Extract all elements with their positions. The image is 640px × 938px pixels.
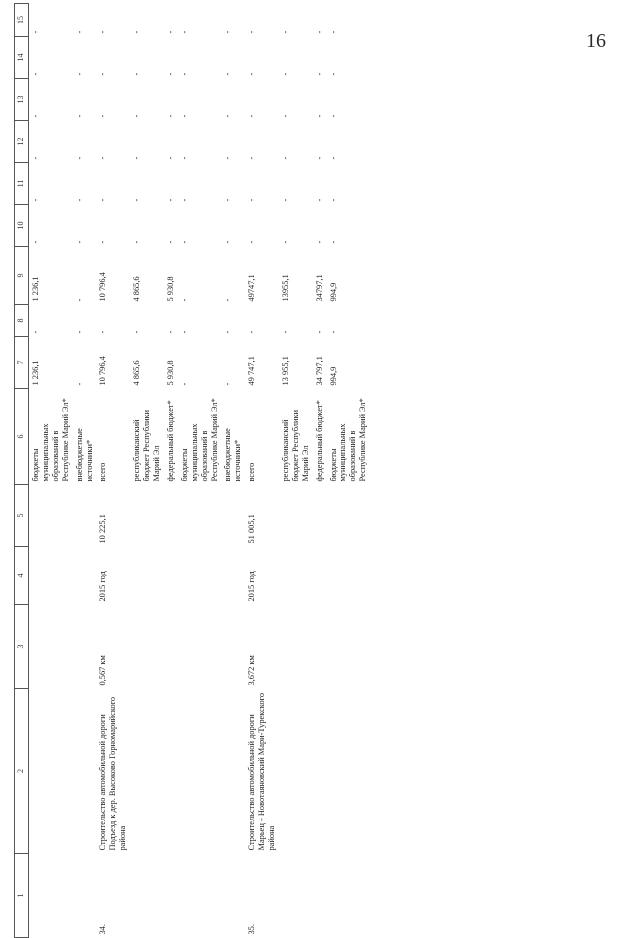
- total-cost-cell: [279, 485, 313, 547]
- row-number-cell: [313, 854, 327, 938]
- column-header: 7: [15, 337, 29, 389]
- value-cell: -: [132, 240, 142, 244]
- value-cell: -: [328, 114, 338, 118]
- funding-source-cell: федеральный бюджет*: [165, 400, 175, 482]
- value-cell: -: [280, 240, 290, 244]
- column-header: 10: [15, 205, 29, 247]
- value-cell: -: [280, 72, 290, 76]
- table-row: [245, 4, 279, 938]
- column-header: 14: [15, 37, 29, 79]
- table-row: [29, 4, 73, 938]
- length-cell: [221, 605, 245, 689]
- value-cell: -: [74, 382, 84, 386]
- value-cell: 10 796,4: [98, 356, 108, 386]
- length-cell: [73, 605, 97, 689]
- column-header: 9: [15, 247, 29, 305]
- value-cell: -: [247, 114, 257, 118]
- value-cell: -: [165, 114, 175, 118]
- year-cell: [221, 547, 245, 605]
- row-number-cell: [164, 854, 178, 938]
- row-number-cell: [221, 854, 245, 938]
- table-row: [130, 4, 164, 938]
- table-row: [96, 4, 130, 938]
- value-cell: -: [132, 30, 142, 34]
- value-cell: 34 797,1: [314, 356, 324, 386]
- funding-source-cell: всего: [98, 462, 108, 482]
- value-cell: -: [223, 156, 233, 160]
- value-cell: -: [74, 72, 84, 76]
- funding-source-cell: внебюджетные источники*: [223, 428, 243, 482]
- length-cell: [130, 605, 164, 689]
- value-cell: -: [179, 30, 189, 34]
- page-number: 16: [586, 29, 606, 52]
- value-cell: -: [179, 198, 189, 202]
- total-cost-cell: 51 005,1: [247, 514, 257, 544]
- value-cell: -: [328, 72, 338, 76]
- value-cell: -: [179, 240, 189, 244]
- column-header: 4: [15, 547, 29, 605]
- column-header: 15: [15, 4, 29, 37]
- row-number-cell: [29, 854, 73, 938]
- column-header: 5: [15, 485, 29, 547]
- value-cell: -: [328, 198, 338, 202]
- table-row: [327, 4, 371, 938]
- column-header: 2: [15, 689, 29, 854]
- value-cell: -: [74, 240, 84, 244]
- value-cell: -: [223, 72, 233, 76]
- total-cost-cell: [29, 485, 73, 547]
- value-cell: 994,9: [328, 366, 338, 386]
- value-cell: -: [31, 198, 40, 202]
- year-cell: [130, 547, 164, 605]
- year-cell: 2015 год: [98, 571, 108, 602]
- value-cell: -: [179, 114, 189, 118]
- value-cell: -: [165, 198, 175, 202]
- value-cell: -: [74, 114, 84, 118]
- value-cell: -: [247, 72, 257, 76]
- value-cell: -: [165, 72, 175, 76]
- value-cell: -: [247, 330, 257, 334]
- funding-source-cell: республиканский бюджет Республики Марий Эл: [132, 409, 161, 482]
- year-cell: 2015 год: [247, 571, 257, 602]
- length-cell: [313, 605, 327, 689]
- row-number-cell: 35.: [247, 924, 257, 935]
- column-header: 11: [15, 163, 29, 205]
- total-cost-cell: [130, 485, 164, 547]
- length-cell: 3,672 км: [247, 655, 257, 686]
- value-cell: -: [98, 30, 108, 34]
- value-cell: -: [328, 30, 338, 34]
- object-name-cell: [73, 689, 97, 854]
- value-cell: -: [165, 30, 175, 34]
- value-cell: -: [74, 156, 84, 160]
- financing-table: [14, 3, 370, 938]
- value-cell: -: [31, 330, 40, 334]
- value-cell: -: [314, 198, 324, 202]
- value-cell: 4 865,6: [132, 276, 142, 302]
- value-cell: -: [31, 240, 40, 244]
- value-cell: -: [280, 114, 290, 118]
- value-cell: -: [247, 156, 257, 160]
- value-cell: -: [98, 330, 108, 334]
- value-cell: 4 865,6: [132, 360, 142, 386]
- value-cell: -: [31, 156, 40, 160]
- value-cell: -: [132, 156, 142, 160]
- value-cell: -: [247, 30, 257, 34]
- value-cell: -: [314, 240, 324, 244]
- value-cell: 49747,1: [247, 274, 257, 302]
- value-cell: -: [179, 298, 189, 302]
- year-cell: [73, 547, 97, 605]
- value-cell: -: [314, 156, 324, 160]
- value-cell: -: [98, 114, 108, 118]
- column-header: 8: [15, 305, 29, 337]
- value-cell: -: [223, 330, 233, 334]
- value-cell: -: [179, 156, 189, 160]
- value-cell: -: [74, 30, 84, 34]
- value-cell: 994,9: [328, 282, 338, 302]
- value-cell: -: [132, 198, 142, 202]
- table-body: [29, 4, 371, 938]
- object-name-cell: [313, 689, 327, 854]
- table-row: [221, 4, 245, 938]
- value-cell: -: [98, 156, 108, 160]
- value-cell: -: [132, 72, 142, 76]
- object-name-cell: [178, 689, 222, 854]
- value-cell: 5 930,8: [165, 276, 175, 302]
- value-cell: -: [98, 198, 108, 202]
- length-cell: [178, 605, 222, 689]
- year-cell: [29, 547, 73, 605]
- value-cell: -: [328, 240, 338, 244]
- total-cost-cell: [313, 485, 327, 547]
- value-cell: -: [165, 240, 175, 244]
- value-cell: 10 796,4: [98, 272, 108, 302]
- column-header: 3: [15, 605, 29, 689]
- year-cell: [327, 547, 371, 605]
- funding-source-cell: внебюджетные источники*: [74, 428, 94, 482]
- value-cell: -: [223, 30, 233, 34]
- funding-source-cell: бюджеты муниципальных образований в Республике Марий Эл*: [31, 398, 70, 482]
- year-cell: [279, 547, 313, 605]
- object-name-cell: Строительство автомобильной дороги Марьец - Новотаяновский Мари-Турекского района: [247, 692, 277, 851]
- column-header: 12: [15, 121, 29, 163]
- value-cell: 34797,1: [314, 274, 324, 302]
- value-cell: -: [165, 156, 175, 160]
- value-cell: -: [98, 240, 108, 244]
- length-cell: [279, 605, 313, 689]
- value-cell: -: [280, 330, 290, 334]
- object-name-cell: [327, 689, 371, 854]
- length-cell: [327, 605, 371, 689]
- length-cell: [29, 605, 73, 689]
- value-cell: -: [179, 382, 189, 386]
- year-cell: [164, 547, 178, 605]
- column-header: 1: [15, 854, 29, 938]
- table-row: [73, 4, 97, 938]
- value-cell: -: [314, 30, 324, 34]
- column-header: 6: [15, 389, 29, 485]
- value-cell: -: [132, 330, 142, 334]
- value-cell: 13955,1: [280, 274, 290, 302]
- total-cost-cell: [327, 485, 371, 547]
- value-cell: -: [247, 198, 257, 202]
- value-cell: -: [280, 30, 290, 34]
- table-row: [164, 4, 178, 938]
- value-cell: 1 236,1: [31, 276, 40, 302]
- value-cell: -: [74, 198, 84, 202]
- value-cell: -: [314, 72, 324, 76]
- value-cell: -: [314, 330, 324, 334]
- total-cost-cell: 10 225,1: [98, 514, 108, 544]
- funding-source-cell: бюджеты муниципальных образований в Республике Марий Эл*: [179, 398, 219, 482]
- value-cell: -: [98, 72, 108, 76]
- total-cost-cell: [221, 485, 245, 547]
- value-cell: -: [280, 156, 290, 160]
- row-number-cell: 34.: [98, 924, 108, 935]
- total-cost-cell: [73, 485, 97, 547]
- value-cell: -: [179, 330, 189, 334]
- value-cell: -: [328, 330, 338, 334]
- value-cell: -: [223, 198, 233, 202]
- total-cost-cell: [164, 485, 178, 547]
- funding-source-cell: всего: [247, 462, 257, 482]
- object-name-cell: [279, 689, 313, 854]
- object-name-cell: Строительство автомобильной дороги Подъезд к дер. Высоково Горномарийского района: [98, 696, 128, 851]
- value-cell: -: [74, 298, 84, 302]
- value-cell: -: [223, 298, 233, 302]
- row-number-cell: [178, 854, 222, 938]
- row-number-cell: [327, 854, 371, 938]
- value-cell: -: [31, 72, 40, 76]
- value-cell: 1 236,1: [31, 360, 40, 386]
- value-cell: -: [280, 198, 290, 202]
- column-header: 13: [15, 79, 29, 121]
- funding-source-cell: федеральный бюджет*: [314, 400, 324, 482]
- value-cell: -: [31, 114, 40, 118]
- length-cell: [164, 605, 178, 689]
- value-cell: -: [74, 330, 84, 334]
- total-cost-cell: [178, 485, 222, 547]
- row-number-cell: [130, 854, 164, 938]
- value-cell: 49 747,1: [247, 356, 257, 386]
- length-cell: 0,567 км: [98, 655, 108, 686]
- funding-source-cell: бюджеты муниципальных образований в Республике Марий Эл*: [328, 398, 368, 482]
- value-cell: -: [328, 156, 338, 160]
- table-row: [279, 4, 313, 938]
- value-cell: -: [31, 30, 40, 34]
- year-cell: [178, 547, 222, 605]
- value-cell: -: [165, 330, 175, 334]
- value-cell: -: [247, 240, 257, 244]
- value-cell: 13 955,1: [280, 356, 290, 386]
- object-name-cell: [29, 689, 73, 854]
- value-cell: -: [223, 114, 233, 118]
- value-cell: -: [132, 114, 142, 118]
- object-name-cell: [130, 689, 164, 854]
- row-number-cell: [73, 854, 97, 938]
- table-row: [178, 4, 222, 938]
- value-cell: -: [314, 114, 324, 118]
- object-name-cell: [164, 689, 178, 854]
- value-cell: -: [223, 382, 233, 386]
- column-number-row: [15, 4, 29, 938]
- year-cell: [313, 547, 327, 605]
- funding-source-cell: республиканский бюджет Республики Марий Эл: [280, 409, 310, 482]
- object-name-cell: [221, 689, 245, 854]
- value-cell: 5 930,8: [165, 360, 175, 386]
- row-number-cell: [279, 854, 313, 938]
- value-cell: -: [179, 72, 189, 76]
- value-cell: -: [223, 240, 233, 244]
- table-row: [313, 4, 327, 938]
